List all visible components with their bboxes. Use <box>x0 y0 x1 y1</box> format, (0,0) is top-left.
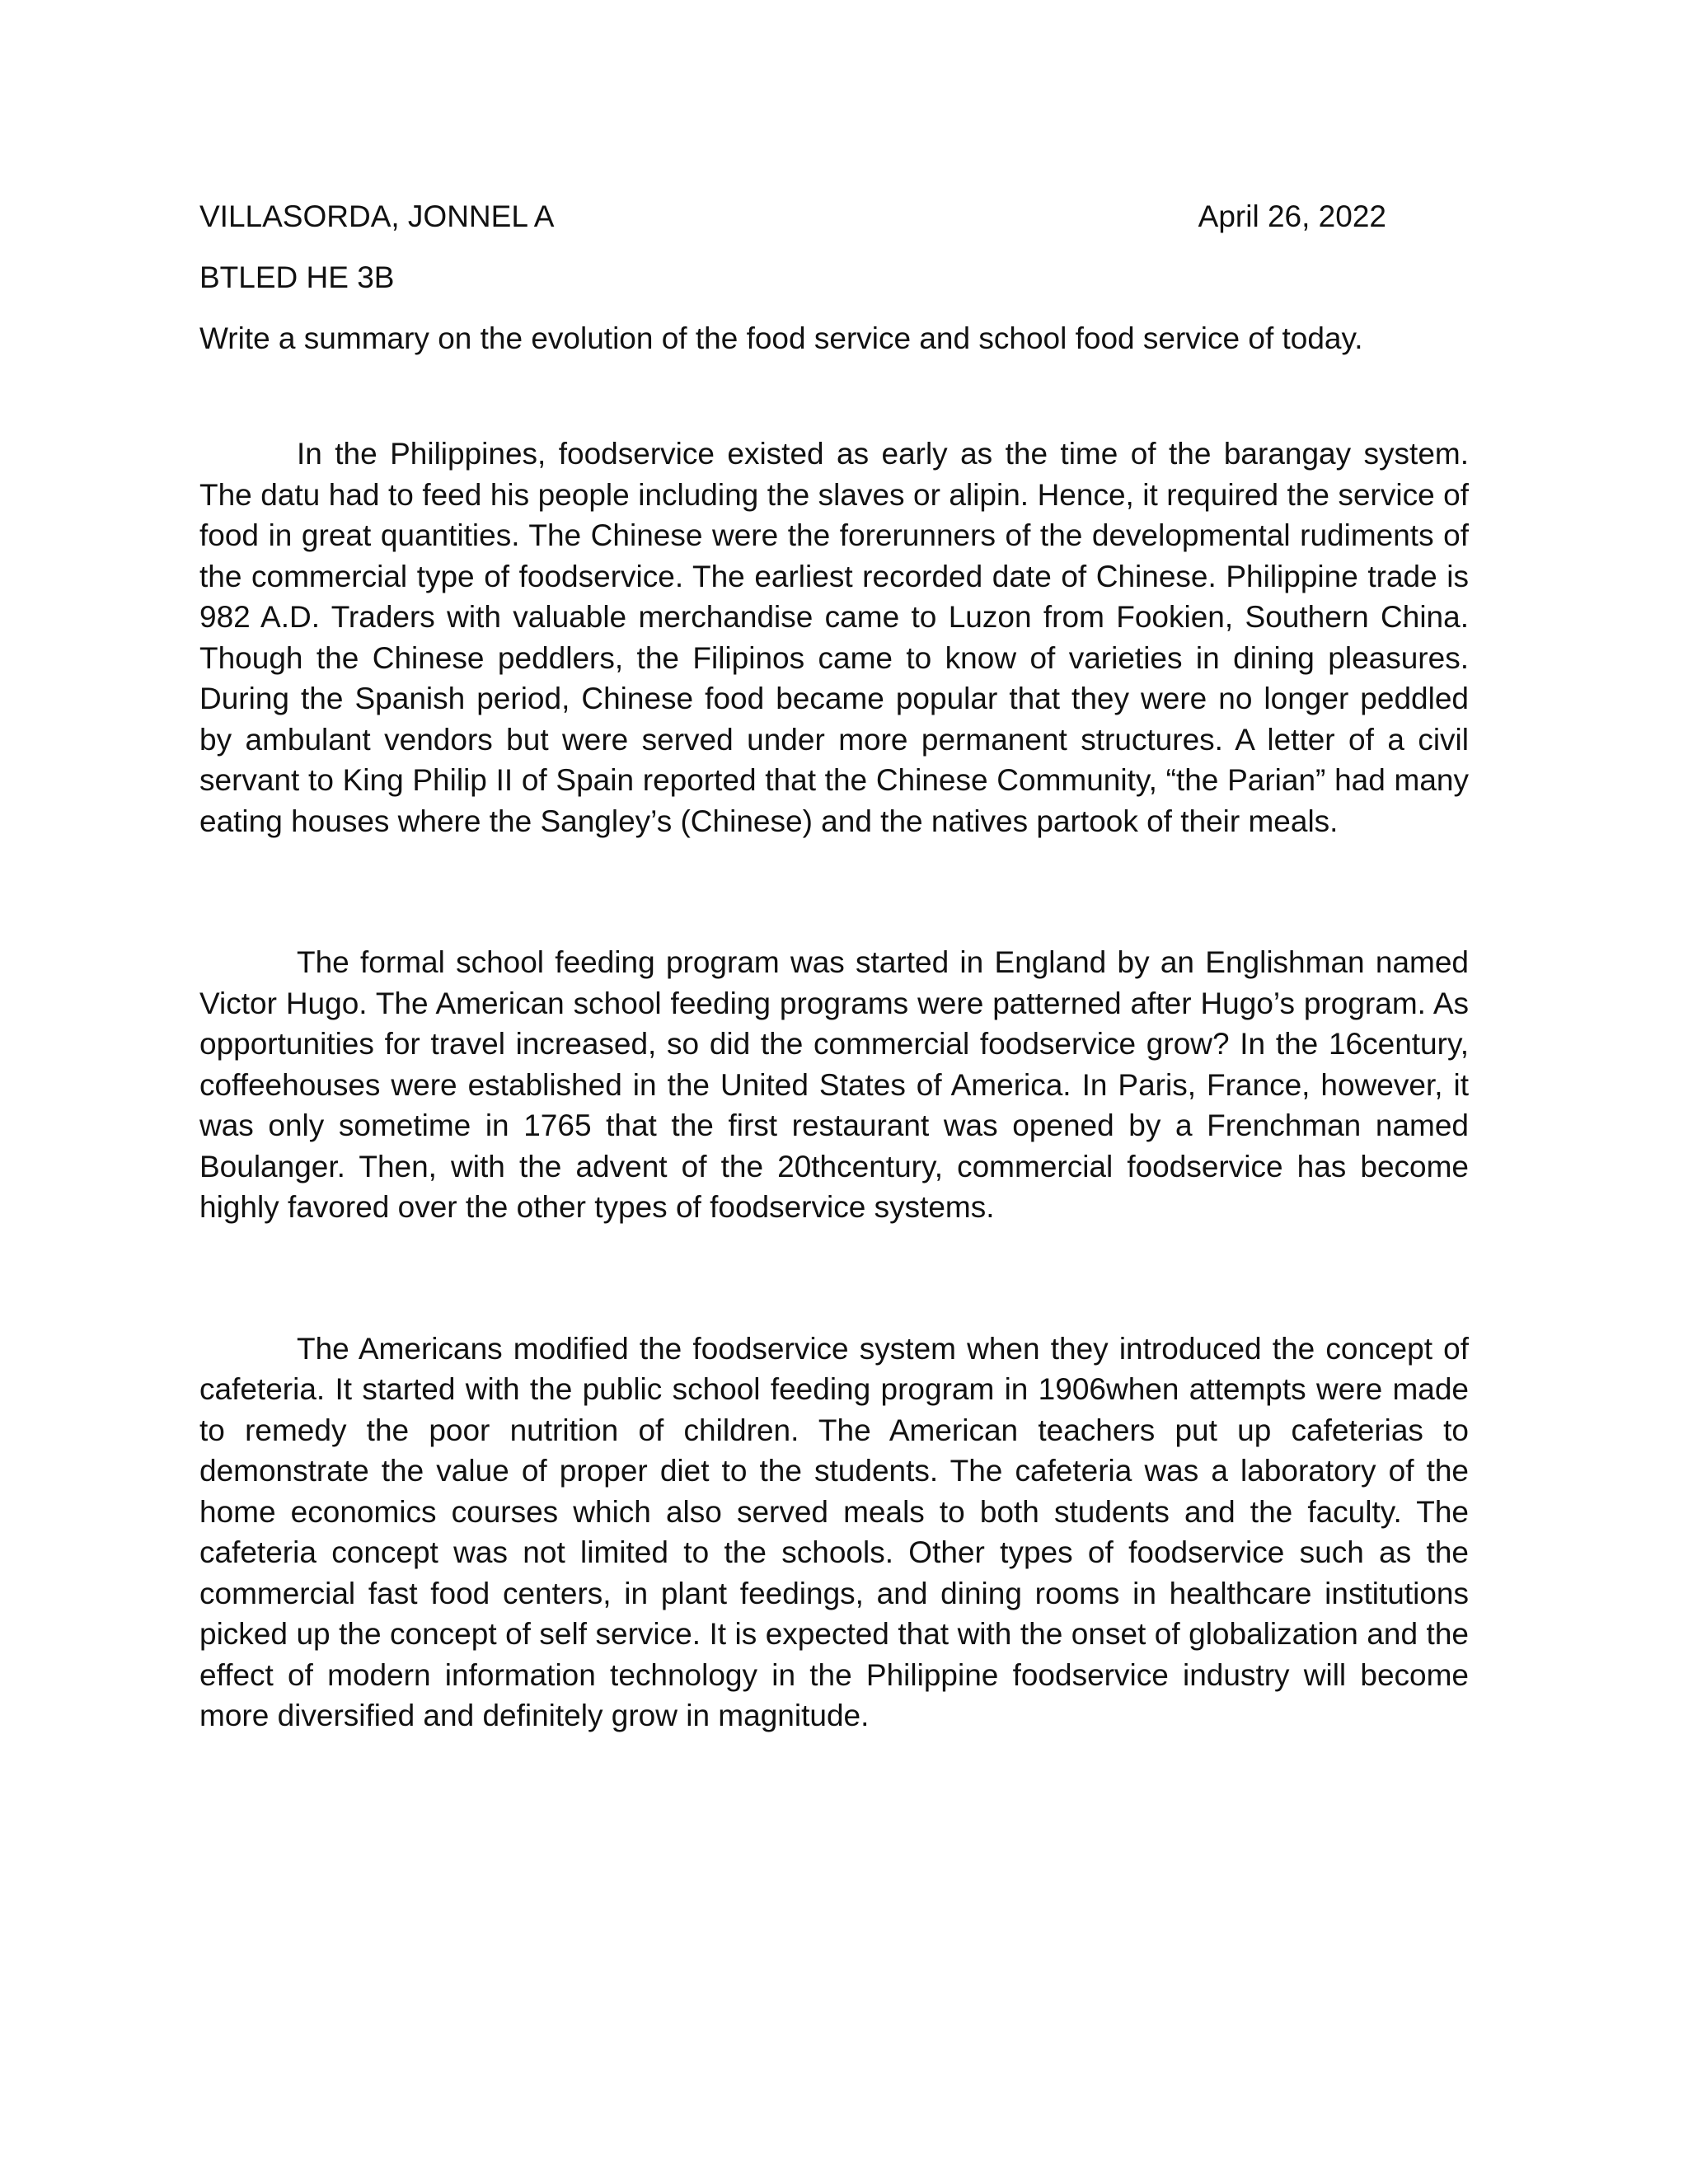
student-name: VILLASORDA, JONNEL A <box>199 199 555 233</box>
paragraph-philippine-foodservice: In the Philippines, foodservice existed as early as the time of the barangay system. The datu had to feed his people including the slaves or alipin. Hence, it required the service of food in great quantities. The Chinese were the forerunners of the developmental rudiments of the commercial type of foodservice. The earliest recorded date of Chinese. Philippine trade is 982 A.D. Traders with valuable merchandise came to Luzon from Fookien, Southern China. Though the Chinese peddlers, the Filipinos came to know of varieties in dining pleasures. During the Spanish period, Chinese food became popular that they were no longer peddled by ambulant vendors but were served under more permanent structures. A letter of a civil servant to King Philip II of Spain reported that the Chinese Community, “the Parian” had many eating houses where the Sangley’s (Chinese) and the natives partook of their meals. <box>199 437 1469 838</box>
document-date: April 26, 2022 <box>1198 199 1386 233</box>
assignment-prompt: Write a summary on the evolution of the food service and school food service of today. <box>199 321 1363 355</box>
header-row <box>199 196 1386 237</box>
document-content <box>199 196 1469 1736</box>
course-section: BTLED HE 3B <box>199 260 395 294</box>
paragraph-cafeteria: The Americans modified the foodservice system when they introduced the concept of cafeteria. It started with the public school feeding program in 1906when attempts were made to remedy the poor nutrition of children. The American teachers put up cafeterias to demonstrate the value of proper diet to the students. The cafeteria was a laboratory of the home economics courses which also served meals to both students and the faculty. The cafeteria concept was not limited to the schools. Other types of foodservice such as the commercial fast food centers, in plant feedings, and dining rooms in healthcare institutions picked up the concept of self service. It is expected that with the onset of globalization and the effect of modern information technology in the Philippine foodservice industry will become more diversified and definitely grow in magnitude. <box>199 1331 1469 1732</box>
paragraph-school-feeding: The formal school feeding program was started in England by an Englishman named Victor Hugo. The American school feeding programs were patterned after Hugo’s program. As opportunities for travel increased, so did the commercial foodservice grow? In the 16century, coffeehouses were established in the United States of America. In Paris, France, however, it was only sometime in 1765 that the first restaurant was opened by a Frenchman named Boulanger. Then, with the advent of the 20thcentury, commercial foodservice has become highly favored over the other types of foodservice systems. <box>199 945 1469 1224</box>
